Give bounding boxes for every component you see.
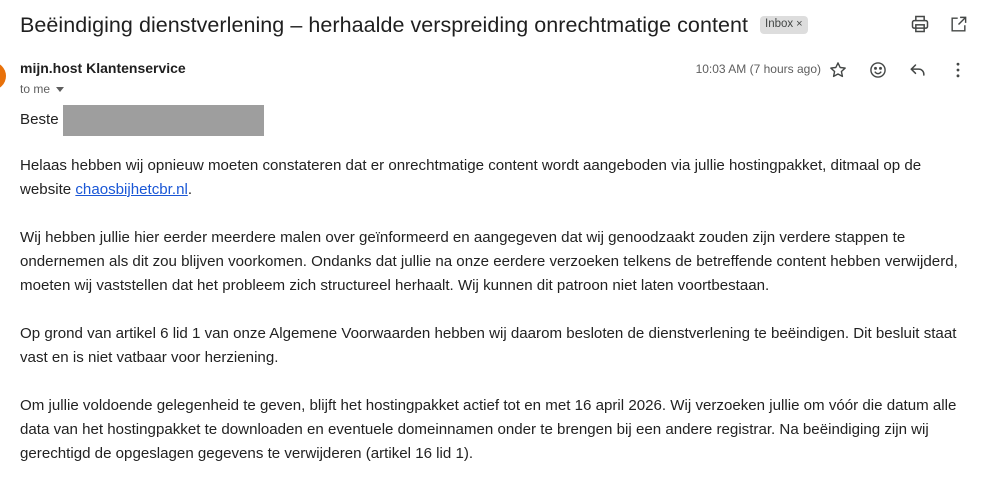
message-actions [827,59,969,81]
open-in-new-window-button[interactable] [947,13,969,35]
paragraph-2: Wij hebben jullie hier eerder meerdere malen over geïnformeerd en aangegeven dat wij genoodzaakt zouden zijn verdere stappen te ondernemen als dit zou blijven voorkomen. Ondanks dat jullie na onze eerdere verzoeken telkens de betreffende content hebben verwijderd, moeten wij vaststellen dat het probleem zich structureel herhaalt. Wij kunnen dit patroon niet laten voortbestaan. [20,229,958,294]
reply-icon [908,60,928,80]
redacted-name-block [63,105,264,136]
label-chip-text: Inbox [765,18,794,30]
paragraph-1-end: . [187,181,193,198]
emoji-react-icon [868,60,888,80]
reply-button[interactable] [907,59,929,81]
sender-header [20,59,969,99]
chevron-down-icon [56,87,64,92]
message-body [20,108,968,466]
add-reaction-button[interactable] [867,59,889,81]
paragraph-3: Op grond van artikel 6 lid 1 van onze Algemene Voorwaarden hebben wij daarom besloten de dienstverlening te beëindigen. Dit besluit staat vast en is niet vatbaar voor herziening. [20,325,957,366]
greeting-line [20,108,968,132]
paragraph-1-text: Helaas hebben wij opnieuw moeten constateren dat er onrechtmatige content wordt aangeboden via jullie hostingpakket, ditmaal op de website [20,157,922,198]
website-link[interactable]: chaosbijhetcbr.nl [75,181,188,198]
subject-row [20,8,969,42]
open-in-new-window-icon [949,15,968,34]
paragraph-1 [20,154,968,202]
recipient-details-toggle[interactable] [20,82,64,96]
email-subject: Beëindiging dienstverlening – herhaalde verspreiding onrechtmatige content [20,12,749,37]
paragraph-4: Om jullie voldoende gelegenheid te geven, blijft het hostingpakket actief tot en met 16 april 2026. Wij verzoeken jullie om vóór die datum alle data van het hostingpakket te downloaden en eventuele domeinnamen onder te brengen bij een andere registrar. Na beëindiging zijn wij gerechtigd de opgeslagen gegevens te verwijderen (artikel 16 lid 1). [20,397,957,462]
star-icon [828,60,848,80]
greeting-text: Beste [20,111,59,128]
more-options-button[interactable] [947,59,969,81]
thread-actions [909,13,969,35]
sender-name[interactable]: mijn.host Klantenservice [20,60,186,76]
print-button[interactable] [909,13,931,35]
email-timestamp: 10:03 AM (7 hours ago) [695,62,821,76]
more-options-icon [948,60,968,80]
remove-label-icon[interactable]: × [796,18,803,30]
inbox-label-chip[interactable] [760,16,808,34]
sender-avatar[interactable] [0,62,6,90]
star-button[interactable] [827,59,849,81]
print-icon [910,14,930,34]
recipient-label: to me [20,82,51,96]
